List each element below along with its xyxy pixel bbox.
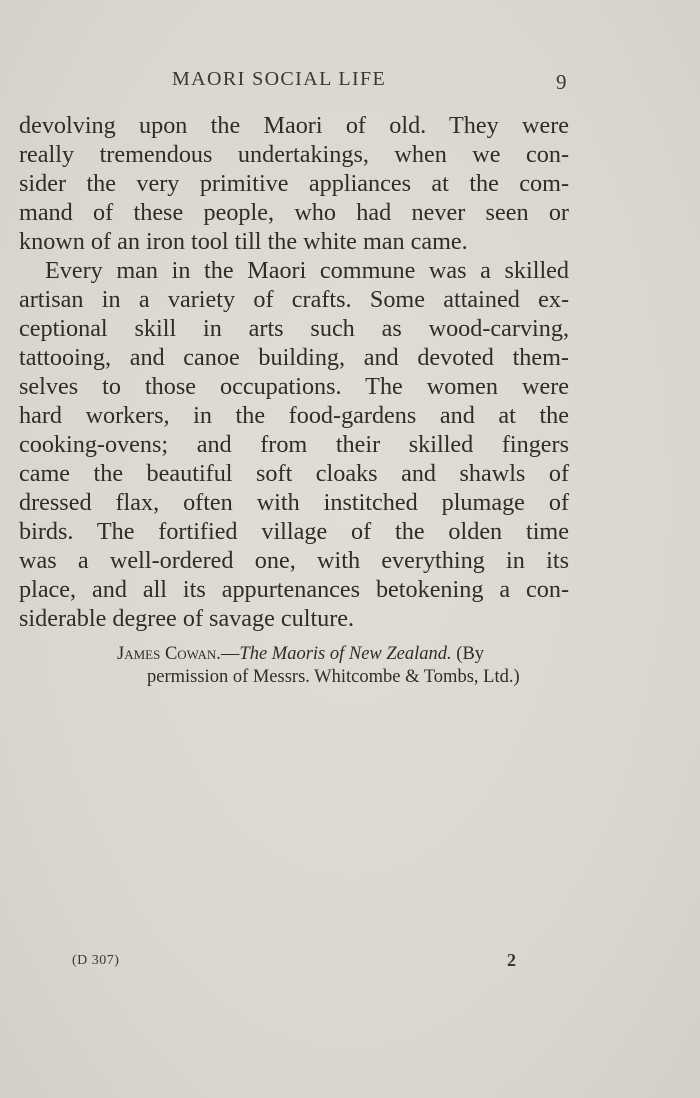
text-line: selves to those occupations. The women were <box>19 373 569 400</box>
attribution <box>117 643 557 689</box>
text-line: Every man in the Maori commune was a skilled <box>45 257 569 284</box>
text-line: really tremendous undertakings, when we con- <box>19 141 569 168</box>
text-line: ceptional skill in arts such as wood-carving, <box>19 315 569 342</box>
attribution-dash: — <box>220 644 240 664</box>
text-line: devolving upon the Maori of old. They were <box>19 112 569 139</box>
text-line: came the beautiful soft cloaks and shawls of <box>19 460 569 487</box>
attribution-work-title: The Maoris of New Zealand. <box>239 644 452 664</box>
attribution-author: James Cowan. <box>117 644 221 664</box>
text-line: hard workers, in the food-gardens and at the <box>19 402 569 429</box>
text-line: mand of these people, who had never seen or <box>19 199 569 226</box>
attribution-permission: permission of Messrs. Whitcombe & Tombs, Ltd.) <box>147 667 520 687</box>
text-line: known of an iron tool till the white man came. <box>19 228 468 255</box>
text-line: was a well-ordered one, with everything in its <box>19 547 569 574</box>
printer-signature: (D 307) <box>72 953 120 968</box>
text-line: dressed flax, often with institched plumage of <box>19 489 569 516</box>
text-line: siderable degree of savage culture. <box>19 605 355 632</box>
text-line: place, and all its appurtenances betokening a con- <box>19 576 569 603</box>
running-head <box>0 66 700 96</box>
text-line: sider the very primitive appliances at the com- <box>19 170 569 197</box>
running-title: MAORI SOCIAL LIFE <box>172 68 387 90</box>
sheet-number: 2 <box>507 950 516 970</box>
attribution-note-open: (By <box>451 644 485 664</box>
text-line: birds. The fortified village of the olden time <box>19 518 569 545</box>
text-line: cooking-ovens; and from their skilled fingers <box>19 431 569 458</box>
text-line: tattooing, and canoe building, and devoted them- <box>19 344 569 371</box>
body-text <box>19 111 569 633</box>
text-line: artisan in a variety of crafts. Some attained ex- <box>19 286 569 313</box>
page-number: 9 <box>556 70 567 94</box>
